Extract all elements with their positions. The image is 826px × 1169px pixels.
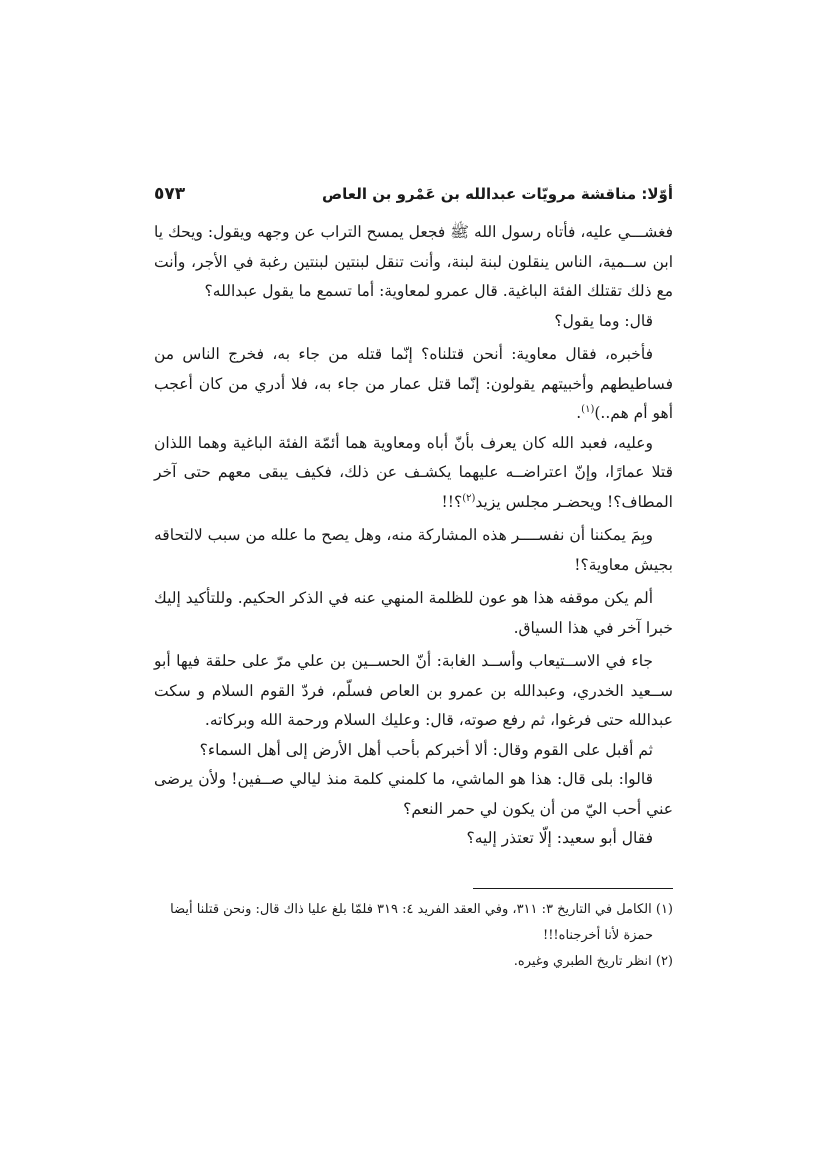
footnote-divider bbox=[473, 888, 673, 889]
paragraph: ألم يكن موقفه هذا هو عون للظلمة المنهي عنه في الذكر الحكيم. وللتأكيد إليك خبرا آخر في هذا السياق. bbox=[154, 589, 673, 637]
paragraph: قالوا: بلى قال: هذا هو الماشي، ما كلمني كلمة منذ ليالي صــفين! ولأن يرضى عني أحب اليّ من أن يكون لي حمر النعم؟ bbox=[154, 770, 673, 818]
footnote-continuation: حمزة لأنا أخرجناه!!! bbox=[542, 928, 653, 943]
paragraph bbox=[154, 429, 673, 518]
running-header bbox=[154, 184, 673, 210]
footnote-ref: (١) bbox=[581, 403, 595, 415]
paragraph bbox=[154, 340, 673, 429]
paragraph: فغشـــي عليه، فأتاه رسول الله ﷺ فجعل يمسح التراب عن وجهه ويقول: ويحك يا ابن ســمية، الناس ينقلون لبنة لبنة، وأنت تنقل لبنتين لبنتين رغبة في الأجر، وأنت مع ذلك تقتلك الفئة الباغية. قال عمرو لمعاوية: أما تسمع ما يقول عبدالله؟ bbox=[154, 223, 673, 300]
paragraph: قال: وما يقول؟ bbox=[554, 311, 653, 330]
footnote: (٢) انظر تاريخ الطبري وغيره. bbox=[513, 954, 673, 969]
body-text bbox=[154, 218, 673, 854]
page-number: ٥٧٣ bbox=[154, 184, 186, 204]
paragraph-text: فأخبره، فقال معاوية: أنحن قتلناه؟ إنّما قتله من جاء به، فخرج الناس من فساطيطهم وأخبيتهم يقولون: إنّما قتل عمار من جاء به، فلا أدري من كان أعجب أهو أم هم..) bbox=[154, 345, 673, 422]
chapter-title: أوّلا: مناقشة مرويّات عبدالله بن عَمْرو بن العاص bbox=[322, 185, 673, 203]
paragraph-text: وعليه، فعبد الله كان يعرف بأنّ أباه ومعاوية هما أئمّة الفئة الباغية وهما اللذان قتلا عمارًا، وإنّ اعتراضــه عليهما يكشـف عن ذلك، فكيف يبقى معهم حتى آخر المطاف؟! ويحضـر مجلس يزيد bbox=[154, 433, 673, 511]
paragraph: جاء في الاســتيعاب وأســد الغابة: أنّ الحســين بن علي مرّ على حلقة فيها أبو ســعيد الخدري، وعبدالله بن عمرو بن العاص فسلّم، فردّ القوم السلام و سكت عبدالله حتى فرغوا، ثم رفع صوته، قال: وعليك السلام ورحمة الله وبركاته. bbox=[154, 652, 673, 729]
footnote-ref: (٢) bbox=[462, 492, 476, 504]
paragraph: ثم أقبل على القوم وقال: ألا أخبركم بأحب أهل الأرض إلى أهل السماء؟ bbox=[199, 740, 653, 759]
footnote: (١) الكامل في التاريخ ٣: ٣١١، وفي العقد الفريد ٤: ٣١٩ فلمّا بلغ عليا ذاك قال: ونحن قتلنا أيضا bbox=[170, 902, 673, 917]
paragraph: وبِمَ يمكننا أن نفســــر هذه المشاركة منه، وهل يصح ما علله من سبب لالتحاقه بجيش معاوية؟! bbox=[154, 526, 673, 574]
paragraph-end: ؟!! bbox=[441, 492, 463, 511]
paragraph-end: . bbox=[576, 404, 582, 422]
footnotes bbox=[154, 897, 673, 975]
paragraph: فقال أبو سعيد: إلّا تعتذر إليه؟ bbox=[466, 829, 653, 847]
